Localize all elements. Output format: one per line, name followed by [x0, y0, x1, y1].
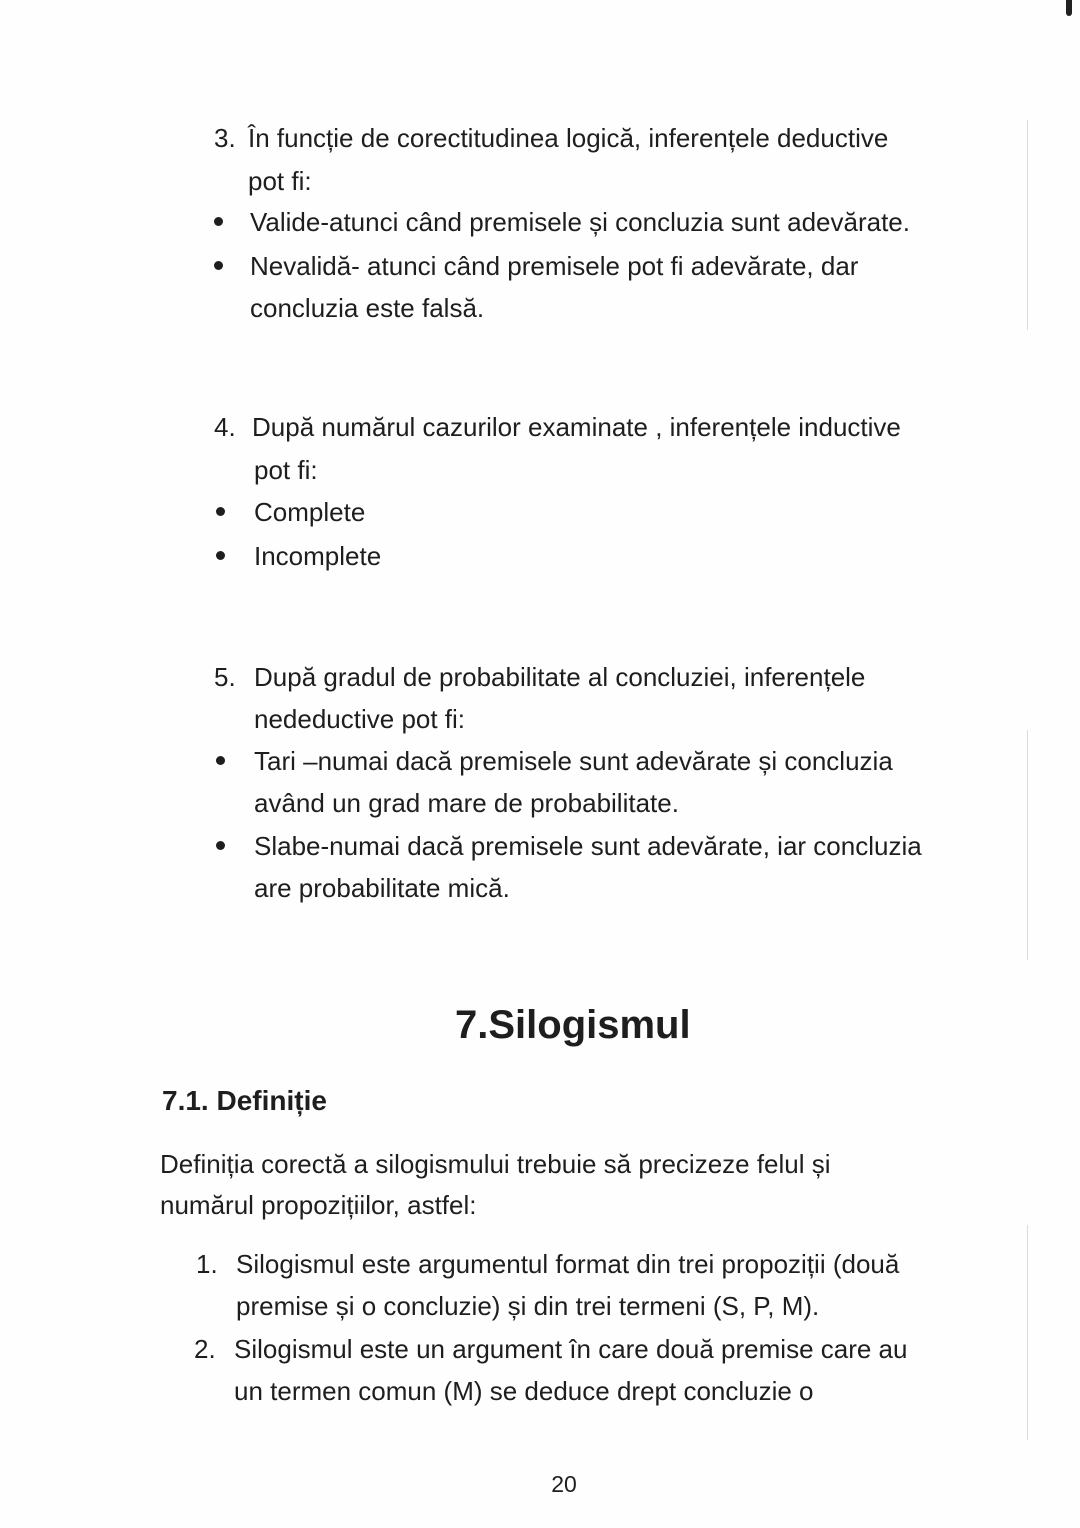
bullet-text-line: Incomplete [254, 541, 382, 571]
definition-text-line: un termen comun (M) se deduce drept concluzie o [234, 1376, 814, 1406]
paragraph-line: Definiția corectă a silogismului trebuie să precizeze felul și [160, 1149, 831, 1179]
bullet-dot [216, 841, 225, 850]
item-text-line: În funcție de corectitudinea logică, inferențele deductive [248, 123, 889, 153]
scan-edge-line [1027, 1225, 1028, 1440]
page-number: 20 [551, 1471, 577, 1497]
item-text-line: pot fi: [248, 166, 312, 196]
item-text-line: pot fi: [254, 455, 318, 485]
bullet-dot [214, 261, 223, 270]
section-subheading: 7.1. Definiție [162, 1085, 327, 1116]
definition-text-line: premise și o concluzie) și din trei termeni (S, P, M). [236, 1291, 820, 1321]
chapter-title: 7.Silogismul [455, 1003, 691, 1047]
bullet-text-line: Nevalidă- atunci când premisele pot fi adevărate, dar [250, 251, 859, 281]
item-text-line: După numărul cazurilor examinate , inferențele inductive [252, 412, 901, 442]
item-number: 5. [214, 662, 236, 692]
bullet-dot [216, 507, 225, 516]
definition-text-line: Silogismul este argumentul format din trei propoziții (două [236, 1249, 900, 1279]
bullet-text-line: având un grad mare de probabilitate. [254, 788, 679, 818]
bullet-text-line: are probabilitate mică. [254, 873, 510, 903]
item-text-line: nedeductive pot fi: [254, 704, 466, 734]
bullet-text-line: Complete [254, 497, 366, 527]
item-number: 3. [214, 123, 236, 153]
definition-number: 2. [194, 1334, 216, 1364]
definition-text-line: Silogismul este un argument în care două premise care au [234, 1334, 908, 1364]
definition-number: 1. [196, 1249, 218, 1279]
bullet-text-line: Tari –numai dacă premisele sunt adevărate și concluzia [254, 746, 893, 776]
scan-corner-mark [1066, 0, 1072, 16]
bullet-text-line: concluzia este falsă. [250, 293, 485, 323]
bullet-dot [216, 756, 225, 765]
item-text-line: După gradul de probabilitate al concluziei, inferențele [254, 662, 866, 692]
item-number: 4. [214, 412, 236, 442]
paragraph-line: numărul propozițiilor, astfel: [160, 1190, 477, 1220]
bullet-dot [216, 551, 225, 560]
bullet-dot [214, 217, 223, 226]
bullet-text-line: Valide-atunci când premisele și concluzia sunt adevărate. [250, 207, 910, 237]
scan-edge-line [1027, 120, 1028, 330]
scan-edge-line [1027, 730, 1028, 960]
bullet-text-line: Slabe-numai dacă premisele sunt adevărate, iar concluzia [254, 831, 922, 861]
